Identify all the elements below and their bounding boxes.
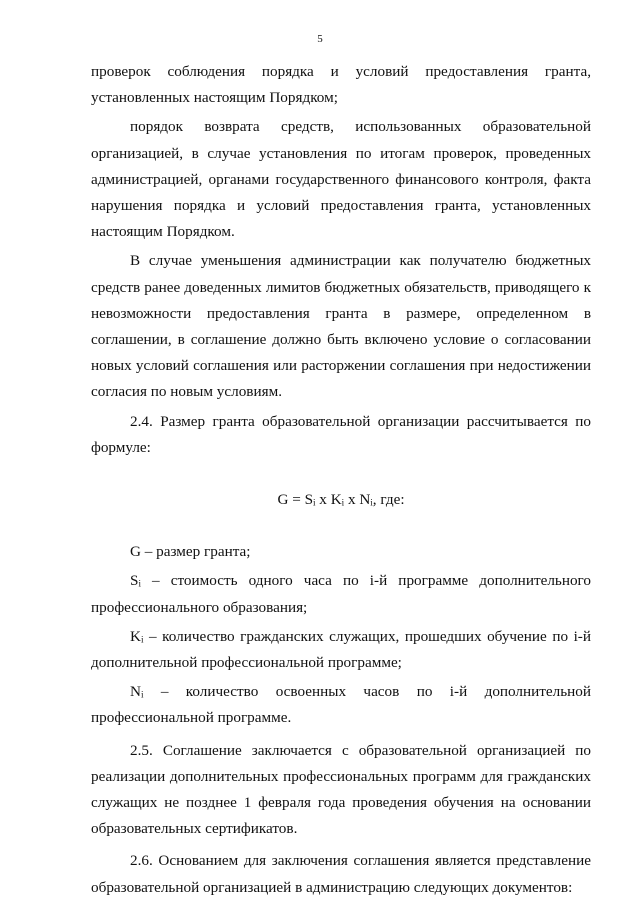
text-line: 2.6. Основанием для заключения соглашения является представление [130, 852, 591, 870]
text-line: 2.4. Размер гранта образовательной организации рассчитывается по [130, 412, 591, 430]
text-line: образовательной организацией в администрацию следующих документов: [91, 878, 573, 896]
text-line: дополнительной профессиональной программе; [91, 654, 402, 672]
document-body [91, 59, 591, 901]
text-line: Kᵢ – количество гражданских служащих, прошедших обучение по i-й [130, 627, 591, 645]
text-line: средств ранее доведенных лимитов бюджетных обязательств, приводящего к [91, 278, 591, 296]
text-line: Sᵢ – стоимость одного часа по i-й программе дополнительного [130, 572, 591, 590]
text-line: организацией, в случае установления по итогам проверок, проведенных [91, 144, 591, 162]
text-line: невозможности предоставления гранта в размере, определенном в [91, 304, 591, 322]
text-line: нарушения порядка и условий предоставления гранта, установленных [91, 197, 591, 215]
text-line: профессионального образования; [91, 598, 308, 616]
page-number: 5 [317, 33, 323, 45]
text-line: В случае уменьшения администрации как получателю бюджетных [130, 252, 591, 270]
text-line: администрацией, органами государственного финансового контроля, факта [91, 170, 591, 188]
text-line: реализации дополнительных профессиональных программ для гражданских [91, 767, 591, 785]
text-line: G – размер гранта; [130, 543, 251, 561]
grant-formula: G = Sᵢ x Kᵢ x Nᵢ, где: [277, 491, 405, 509]
text-line: образовательных сертификатов. [91, 820, 298, 838]
text-line: согласия по новым условиям. [91, 383, 282, 401]
text-line: формуле: [91, 438, 151, 456]
text-line: установленных настоящим Порядком; [91, 89, 338, 107]
text-line: настоящим Порядком. [91, 223, 235, 241]
text-line: новых условий соглашения или расторжении соглашения при недостижении [91, 357, 591, 375]
text-line: профессиональной программе. [91, 709, 292, 727]
text-line: 2.5. Соглашение заключается с образовательной организацией по [130, 741, 591, 759]
text-line: Nᵢ – количество освоенных часов по i-й дополнительной [130, 683, 591, 701]
text-line: служащих не позднее 1 февраля года проведения обучения на основании [91, 794, 591, 812]
text-line: соглашении, в соглашение должно быть включено условие о согласовании [91, 331, 591, 349]
text-line: проверок соблюдения порядка и условий предоставления гранта, [91, 63, 591, 80]
text-line: порядок возврата средств, использованных образовательной [130, 118, 591, 136]
